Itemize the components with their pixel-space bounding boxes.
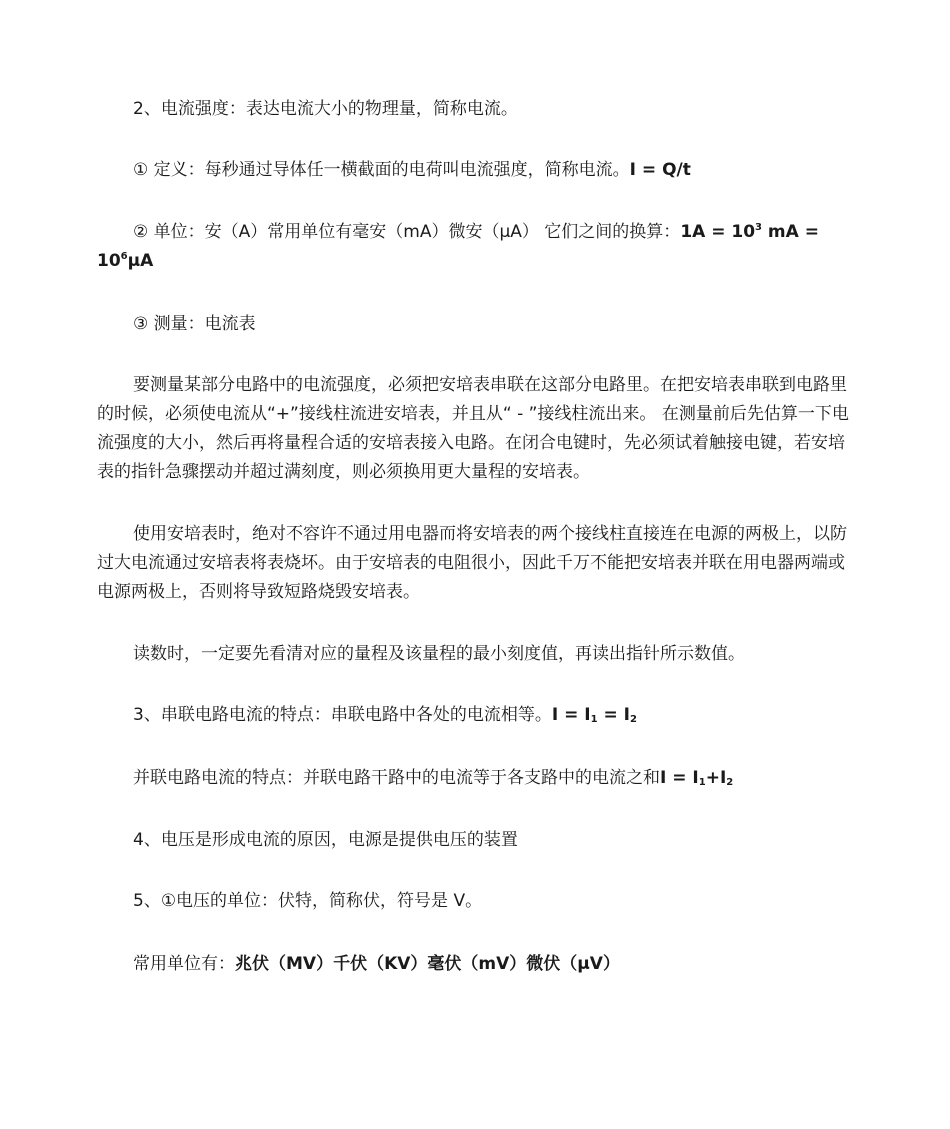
subscript: 1 [590,714,598,725]
formula-current: I = Q/t [629,160,691,180]
paragraph-text: 使用安培表时，绝对不容许不通过用电器而将安培表的两个接线柱直接连在电源的两极上，以防过大电流通过安培表将表烧坏。由于安培表的电阻很小，因此千万不能把安培表并联在用电器两端或电源两极上，否则将导致短路烧毁安培表。 [97,524,847,602]
subscript: 2 [629,714,637,725]
paragraph-text: ① 定义：每秒通过导体任一横截面的电荷叫电流强度，简称电流。 [133,160,630,180]
paragraph-text: 常用单位有： [133,954,235,974]
paragraph-text: 5、①电压的单位：伏特，简称伏，符号是 V。 [133,891,483,911]
paragraph-ammeter-usage [97,371,859,487]
exponent: 3 [755,222,763,233]
exponent: 6 [120,251,128,262]
paragraph-voltage-cause [97,826,859,855]
paragraph-text: 并联电路电流的特点：并联电路干路中的电流等于各支路中的电流之和 [133,768,660,788]
formula-part: 1A = 10 [680,222,756,242]
paragraph-text: 4、电压是形成电流的原因，电源是提供电压的装置 [133,830,518,850]
paragraph-ammeter-warning [97,520,859,607]
paragraph-text: 要测量某部分电路中的电流强度，必须把安培表串联在这部分电路里。在把安培表串联到电路里的时候，必须使电流从“+”接线柱流进安培表，并且从“ - ”接线柱流出来。 在测量前后先估算一下电流强度的大小，然后再将量程合适的安培表接入电路。在闭合电键时，先必须试着触接电键，若安培表的指针急骤摆动并超过满刻度，则必须换用更大量程的安培表。 [97,375,849,482]
formula-part: mA = 10 [97,222,819,271]
subscript: 1 [698,777,706,788]
paragraph-voltage-unit [97,887,859,916]
paragraph-text: ③ 测量：电流表 [133,314,256,334]
paragraph-parallel-current [97,764,859,793]
formula-part: = I [597,705,630,725]
formula-part: I = I [660,768,699,788]
formula-series [552,705,637,725]
paragraph-measure [97,310,859,339]
voltage-units: 兆伏（MV）千伏（KV）毫伏（mV）微伏（μV） [235,954,620,974]
paragraph-unit [97,218,859,276]
paragraph-current-intensity [97,95,859,124]
formula-part: μA [127,251,154,271]
paragraph-text: ② 单位：安（A）常用单位有毫安（mA）微安（μA） 它们之间的换算： [133,222,681,242]
paragraph-common-units [97,950,859,979]
paragraph-text: 2、电流强度：表达电流大小的物理量，简称电流。 [133,99,518,119]
paragraph-reading [97,640,859,669]
formula-part: +I [705,768,727,788]
paragraph-text: 读数时，一定要先看清对应的量程及该量程的最小刻度值，再读出指针所示数值。 [133,644,745,664]
formula-parallel [660,768,733,788]
paragraph-series-current [97,701,859,730]
paragraph-definition [97,156,859,185]
subscript: 2 [726,777,734,788]
formula-part: I = I [551,705,591,725]
paragraph-text: 3、串联电路电流的特点：串联电路中各处的电流相等。 [133,705,552,725]
